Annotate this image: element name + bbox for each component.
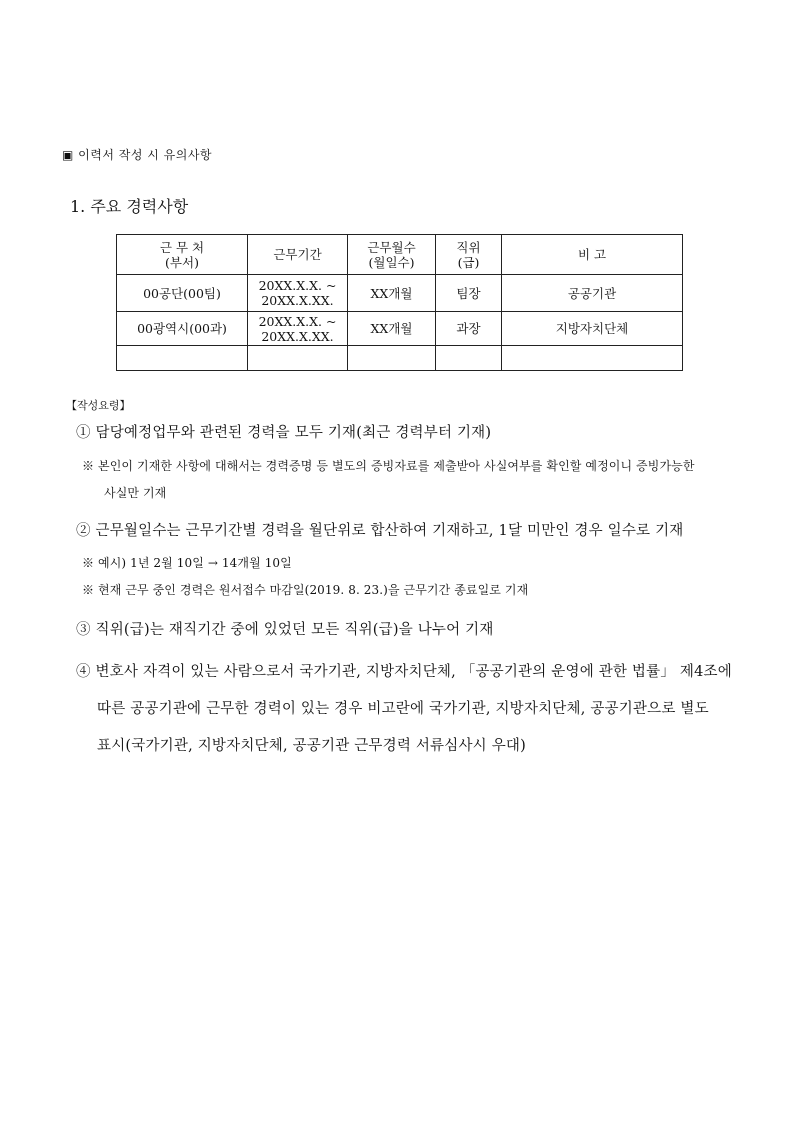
cell-remark: 공공기관	[502, 275, 683, 312]
table-row-empty	[117, 346, 683, 371]
header-position: 직위 (급)	[436, 235, 502, 275]
guide-note-1b: 사실만 기재	[104, 486, 167, 500]
guide-note-1a: ※ 본인이 기재한 사항에 대해서는 경력증명 등 별도의 증빙자료를 제출받아 사실여부를 확인할 예정이니 증빙가능한	[82, 459, 695, 473]
cell-workplace: 00공단(00팀)	[117, 275, 248, 312]
guide-item-4-line3: 표시(국가기관, 지방자치단체, 공공기관 근무경력 서류심사시 우대)	[97, 738, 526, 754]
table-row	[117, 275, 683, 312]
career-table	[116, 234, 683, 371]
guide-item-4-line2: 따른 공공기관에 근무한 경력이 있는 경우 비고란에 국가기관, 지방자치단체, 공공기관으로 별도	[97, 701, 709, 717]
header-months: 근무월수 (월일수)	[348, 235, 436, 275]
cell-position: 과장	[436, 312, 502, 346]
cell-months: XX개월	[348, 312, 436, 346]
cell-position	[436, 346, 502, 371]
header-period: 근무기간	[248, 235, 348, 275]
cell-remark	[502, 346, 683, 371]
guide-item-3: ③ 직위(급)는 재직기간 중에 있었던 모든 직위(급)을 나누어 기재	[76, 622, 494, 638]
cell-remark: 지방자치단체	[502, 312, 683, 346]
cell-period	[248, 346, 348, 371]
section-title-career: 1. 주요 경력사항	[70, 197, 189, 216]
guide-item-4-line1: ④ 변호사 자격이 있는 사람으로서 국가기관, 지방자치단체, 「공공기관의 운영에 관한 법률」 제4조에	[76, 664, 732, 680]
guide-label: 【작성요령】	[66, 399, 131, 412]
header-remark: 비 고	[502, 235, 683, 275]
cell-position: 팀장	[436, 275, 502, 312]
table-header-row	[117, 235, 683, 275]
guide-item-2: ② 근무월일수는 근무기간별 경력을 월단위로 합산하여 기재하고, 1달 미만인 경우 일수로 기재	[76, 523, 684, 539]
guide-item-1: ① 담당예정업무와 관련된 경력을 모두 기재(최근 경력부터 기재)	[76, 425, 492, 441]
cell-period: 20XX.X.X. ~ 20XX.X.XX.	[248, 312, 348, 346]
notice-header: ▣ 이력서 작성 시 유의사항	[62, 148, 213, 162]
guide-note-2b: ※ 현재 근무 중인 경력은 원서접수 마감일(2019. 8. 23.)을 근무기간 종료일로 기재	[82, 583, 529, 597]
cell-workplace: 00광역시(00과)	[117, 312, 248, 346]
cell-months	[348, 346, 436, 371]
cell-period: 20XX.X.X. ~ 20XX.X.XX.	[248, 275, 348, 312]
cell-months: XX개월	[348, 275, 436, 312]
cell-workplace	[117, 346, 248, 371]
table-row	[117, 312, 683, 346]
header-workplace: 근 무 처 (부서)	[117, 235, 248, 275]
guide-note-2a: ※ 예시) 1년 2월 10일 → 14개월 10일	[82, 556, 292, 570]
